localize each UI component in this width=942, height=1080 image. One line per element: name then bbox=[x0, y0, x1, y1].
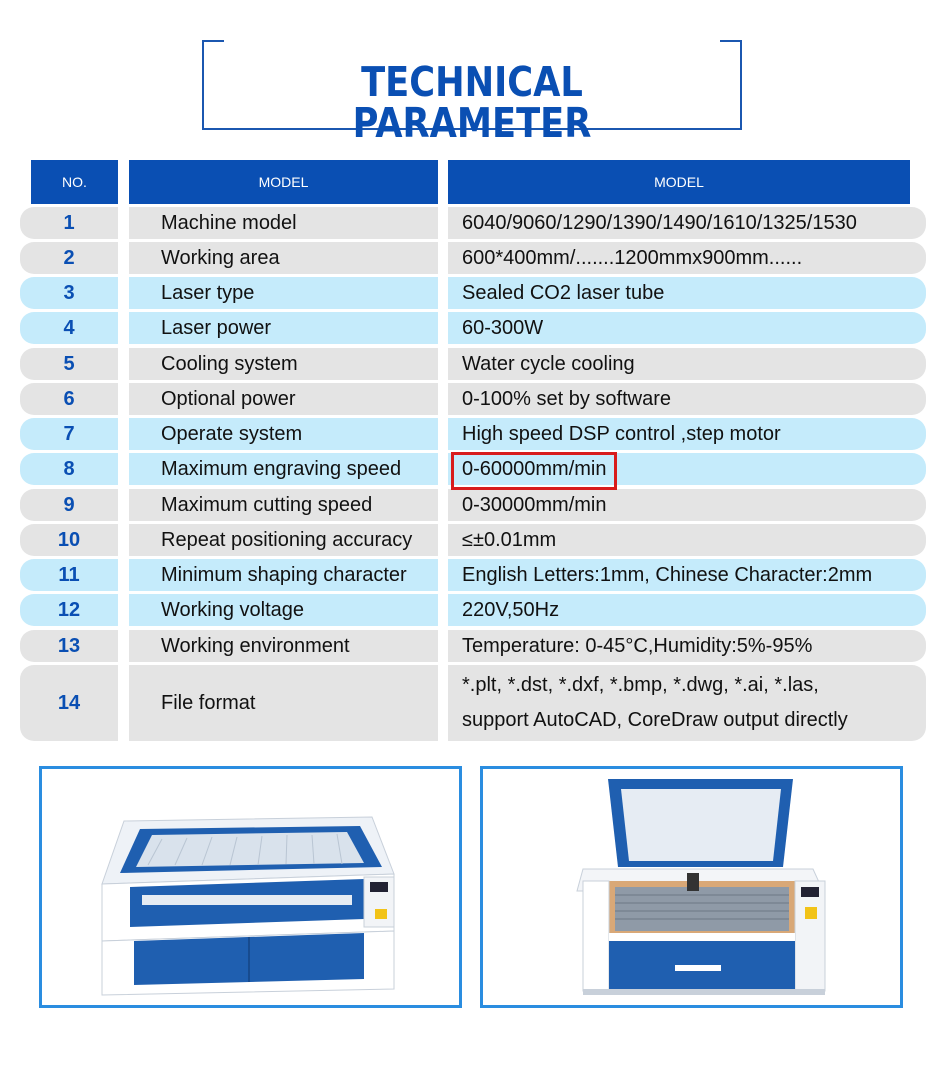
parameter-value: High speed DSP control ,step motor bbox=[448, 418, 926, 450]
row-number: 5 bbox=[20, 348, 118, 380]
row-number: 2 bbox=[20, 242, 118, 274]
parameter-label: Machine model bbox=[129, 207, 438, 239]
parameter-label: Working area bbox=[129, 242, 438, 274]
page-title: TECHNICAL PARAMETER bbox=[352, 58, 592, 147]
row-number: 13 bbox=[20, 630, 118, 662]
title-banner bbox=[202, 40, 742, 147]
laser-machine-open-image bbox=[483, 769, 900, 1005]
parameter-label: Optional power bbox=[129, 383, 438, 415]
table-row bbox=[0, 489, 942, 521]
parameter-value: Sealed CO2 laser tube bbox=[448, 277, 926, 309]
row-number: 1 bbox=[20, 207, 118, 239]
parameter-value-line: *.plt, *.dst, *.dxf, *.bmp, *.dwg, *.ai, *.las, bbox=[462, 674, 819, 696]
row-number: 10 bbox=[20, 524, 118, 556]
table-row bbox=[0, 665, 942, 741]
table-row bbox=[0, 524, 942, 556]
parameter-value: ≤±0.01mm bbox=[448, 524, 926, 556]
table-row bbox=[0, 348, 942, 380]
row-number: 6 bbox=[20, 383, 118, 415]
table-row bbox=[0, 418, 942, 450]
highlight-box bbox=[451, 452, 617, 490]
parameter-label: Maximum engraving speed bbox=[129, 453, 438, 485]
laser-machine-closed-image bbox=[42, 769, 459, 1005]
header-model: MODEL bbox=[129, 160, 438, 204]
table-row bbox=[0, 383, 942, 415]
table-row bbox=[0, 312, 942, 344]
photo-frame-right bbox=[480, 766, 903, 1008]
row-number: 9 bbox=[20, 489, 118, 521]
parameter-value: 0-30000mm/min bbox=[448, 489, 926, 521]
row-number: 4 bbox=[20, 312, 118, 344]
row-number: 8 bbox=[20, 453, 118, 485]
parameter-label: Minimum shaping character bbox=[129, 559, 438, 591]
parameter-value: 0-100% set by software bbox=[448, 383, 926, 415]
row-number: 7 bbox=[20, 418, 118, 450]
parameter-value: 0-60000mm/min bbox=[448, 453, 926, 485]
row-number: 14 bbox=[20, 665, 118, 741]
parameter-label: Operate system bbox=[129, 418, 438, 450]
table-row bbox=[0, 242, 942, 274]
parameter-value: 60-300W bbox=[448, 312, 926, 344]
table-row bbox=[0, 559, 942, 591]
photo-frame-left bbox=[39, 766, 462, 1008]
table-row bbox=[0, 207, 942, 239]
parameter-label: Working voltage bbox=[129, 594, 438, 626]
parameter-value-line: support AutoCAD, CoreDraw output directly bbox=[462, 709, 848, 731]
parameter-value: 220V,50Hz bbox=[448, 594, 926, 626]
parameter-value: 6040/9060/1290/1390/1490/1610/1325/1530 bbox=[448, 207, 926, 239]
row-number: 11 bbox=[20, 559, 118, 591]
table-row bbox=[0, 630, 942, 662]
parameter-label: Repeat positioning accuracy bbox=[129, 524, 438, 556]
parameter-value: English Letters:1mm, Chinese Character:2mm bbox=[448, 559, 926, 591]
table-row bbox=[0, 277, 942, 309]
header-no: NO. bbox=[31, 160, 118, 204]
parameter-value: 600*400mm/.......1200mmx900mm...... bbox=[448, 242, 926, 274]
parameter-label: Laser power bbox=[129, 312, 438, 344]
row-number: 12 bbox=[20, 594, 118, 626]
parameter-label: Maximum cutting speed bbox=[129, 489, 438, 521]
parameter-label: Cooling system bbox=[129, 348, 438, 380]
parameter-label: Working environment bbox=[129, 630, 438, 662]
parameter-value bbox=[448, 665, 926, 741]
parameter-value: Temperature: 0-45°C,Humidity:5%-95% bbox=[448, 630, 926, 662]
parameter-value: Water cycle cooling bbox=[448, 348, 926, 380]
table-row bbox=[0, 594, 942, 626]
row-number: 3 bbox=[20, 277, 118, 309]
parameter-label: Laser type bbox=[129, 277, 438, 309]
header-value: MODEL bbox=[448, 160, 910, 204]
parameter-label: File format bbox=[129, 665, 438, 741]
